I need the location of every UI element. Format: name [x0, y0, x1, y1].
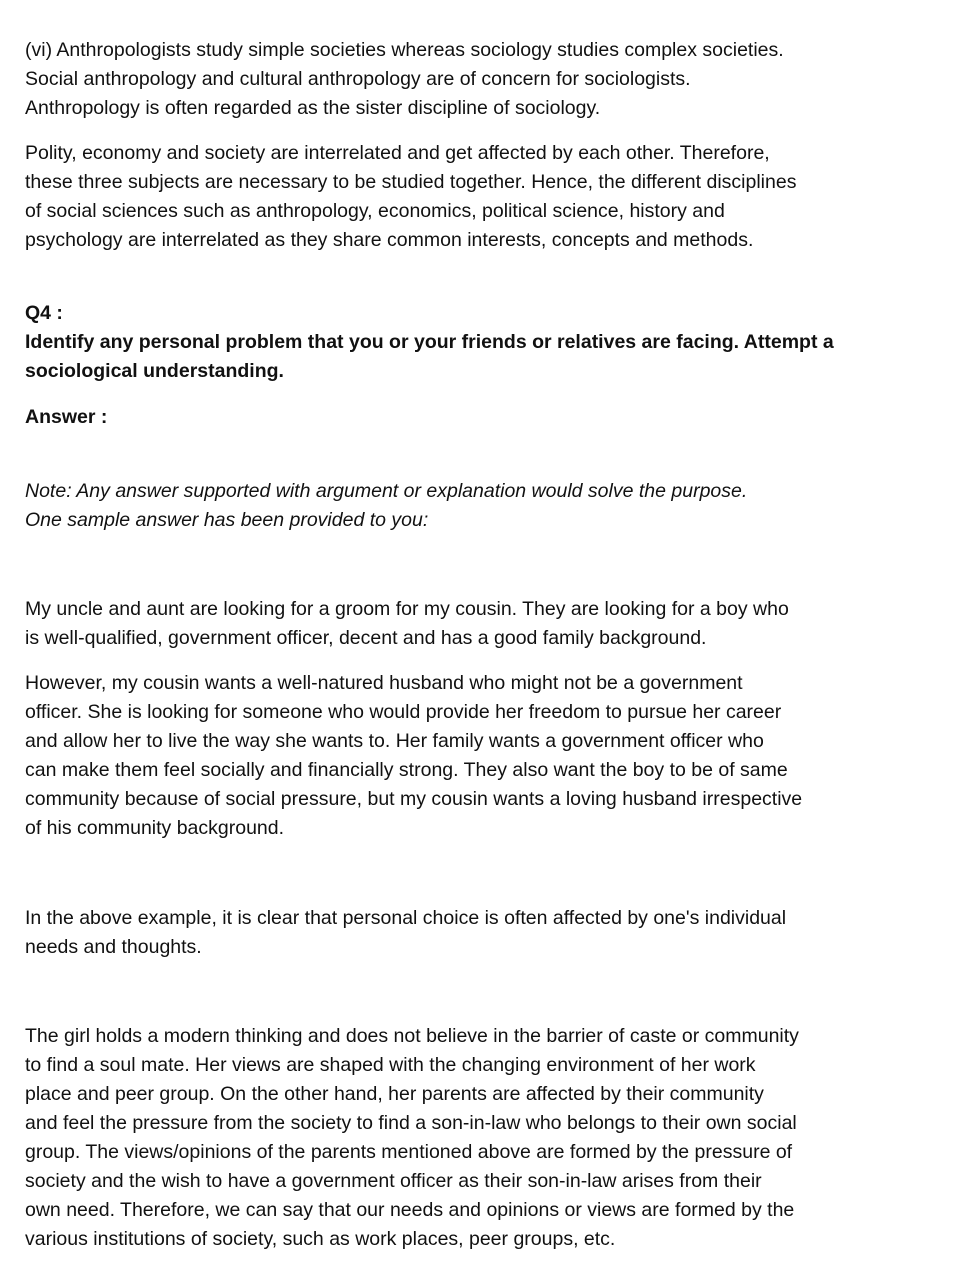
text-line: society and the wish to have a government officer as their son-in-law arises from their — [25, 1170, 762, 1192]
text-line: (vi) Anthropologists study simple societies whereas sociology studies complex societies. — [25, 39, 784, 61]
text-line: to find a soul mate. Her views are shaped with the changing environment of her work — [25, 1054, 756, 1076]
text-line: Identify any personal problem that you or your friends or relatives are facing. Attempt a — [25, 331, 834, 353]
text-line: In the above example, it is clear that personal choice is often affected by one's individual — [25, 907, 787, 929]
text-line: of his community background. — [25, 817, 285, 839]
text-line: sociological understanding. — [25, 360, 284, 382]
text-line: One sample answer has been provided to you: — [25, 509, 429, 531]
text-line: can make them feel socially and financially strong. They also want the boy to be of same — [25, 759, 788, 781]
text-line: group. The views/opinions of the parents mentioned above are formed by the pressure of — [25, 1141, 793, 1163]
text-line: of social sciences such as anthropology, economics, political science, history and — [25, 200, 725, 222]
intro-paragraph-1 — [25, 36, 930, 123]
answer-paragraph-2 — [25, 669, 930, 843]
intro-paragraph-2 — [25, 139, 930, 255]
text-line: place and peer group. On the other hand, her parents are affected by their community — [25, 1083, 764, 1105]
answer-paragraph-1 — [25, 595, 930, 653]
text-line: However, my cousin wants a well-natured husband who might not be a government — [25, 672, 743, 694]
text-line: Social anthropology and cultural anthropology are of concern for sociologists. — [25, 68, 691, 90]
answer-paragraph-3 — [25, 904, 930, 962]
text-line: Polity, economy and society are interrelated and get affected by each other. Therefore, — [25, 142, 770, 164]
text-line: My uncle and aunt are looking for a groom for my cousin. They are looking for a boy who — [25, 598, 789, 620]
text-line: various institutions of society, such as work places, peer groups, etc. — [25, 1228, 616, 1250]
text-line: and allow her to live the way she wants to. Her family wants a government officer who — [25, 730, 764, 752]
text-line: own need. Therefore, we can say that our needs and opinions or views are formed by the — [25, 1199, 795, 1221]
answer-paragraph-4 — [25, 1022, 930, 1254]
text-line: Note: Any answer supported with argument or explanation would solve the purpose. — [25, 480, 748, 502]
text-line: Anthropology is often regarded as the sister discipline of sociology. — [25, 97, 601, 119]
text-line: and feel the pressure from the society to find a son-in-law who belongs to their own social — [25, 1112, 797, 1134]
question-text — [25, 328, 930, 386]
question-label: Q4 : — [25, 302, 63, 324]
text-line: officer. She is looking for someone who would provide her freedom to pursue her career — [25, 701, 782, 723]
text-line: community because of social pressure, but my cousin wants a loving husband irrespective — [25, 788, 803, 810]
text-line: is well-qualified, government officer, decent and has a good family background. — [25, 627, 707, 649]
text-line: psychology are interrelated as they share common interests, concepts and methods. — [25, 229, 754, 251]
note-paragraph — [25, 477, 930, 535]
text-line: The girl holds a modern thinking and does not believe in the barrier of caste or community — [25, 1025, 799, 1047]
text-line: these three subjects are necessary to be studied together. Hence, the different disciplines — [25, 171, 797, 193]
text-line: needs and thoughts. — [25, 936, 202, 958]
answer-label: Answer : — [25, 406, 108, 428]
